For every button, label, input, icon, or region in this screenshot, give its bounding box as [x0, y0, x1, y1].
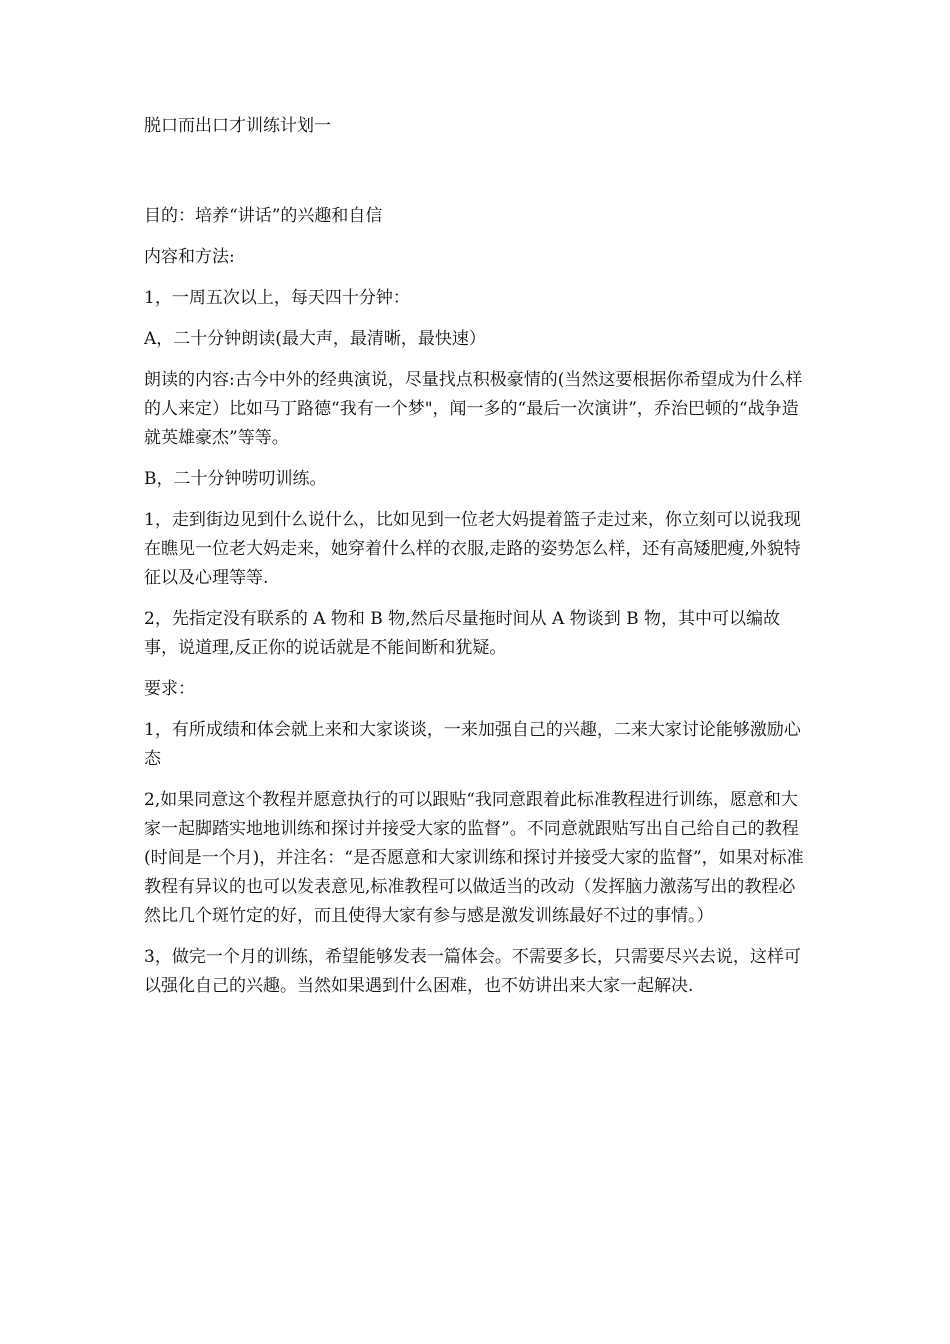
content-heading: 内容和方法: — [144, 247, 235, 267]
requirement-1: 1，有所成绩和体会就上来和大家谈谈，一来加强自己的兴趣，二来大家讨论能够激励心态 — [144, 720, 801, 769]
item-1: 1，一周五次以上，每天四十分钟： — [144, 288, 410, 308]
requirement-2: 2,如果同意这个教程并愿意执行的可以跟贴“我同意跟着此标准教程进行训练，愿意和大家一起脚踏实地地训练和探讨并接受大家的监督”。不同意就跟贴写出自己给自己的教程(时间是一个月)，并注名：“是否愿意和大家训练和探讨并接受大家的监督”，如果对标准教程有异议的也可以发表意见,标准教程可以做适当的改动（发挥脑力激荡写出的教程必然比几个斑竹定的好，而且使得大家有参与感是激发训练最好不过的事情。） — [144, 790, 804, 926]
item-b-1: 1，走到街边见到什么说什么，比如见到一位老大妈提着篮子走过来，你立刻可以说我现在瞧见一位老大妈走来，她穿着什么样的衣服,走路的姿势怎么样，还有高矮肥瘦,外貌特征以及心理等等. — [144, 510, 801, 588]
item-a: A，二十分钟朗读(最大声，最清晰，最快速） — [144, 329, 486, 349]
purpose-line: 目的：培养“讲话”的兴趣和自信 — [144, 206, 383, 226]
item-b: B，二十分钟唠叨训练。 — [144, 469, 327, 489]
requirements-heading: 要求： — [144, 679, 195, 699]
document-title: 脱口而出口才训练计划一 — [144, 116, 331, 136]
requirement-3: 3，做完一个月的训练，希望能够发表一篇体会。不需要多长，只需要尽兴去说，这样可以强化自己的兴趣。当然如果遇到什么困难，也不妨讲出来大家一起解决. — [144, 947, 801, 996]
document-body — [144, 112, 812, 1013]
reading-content-paragraph: 朗读的内容:古今中外的经典演说，尽量找点积极豪情的(当然这要根据你希望成为什么样的人来定）比如马丁路德“我有一个梦"，闻一多的“最后一次演讲”，乔治巴顿的“战争造就英雄豪杰”等等。 — [144, 370, 803, 448]
item-b-2: 2，先指定没有联系的 A 物和 B 物,然后尽量拖时间从 A 物谈到 B 物，其中可以编故事，说道理,反正你的说话就是不能间断和犹疑。 — [144, 609, 780, 658]
